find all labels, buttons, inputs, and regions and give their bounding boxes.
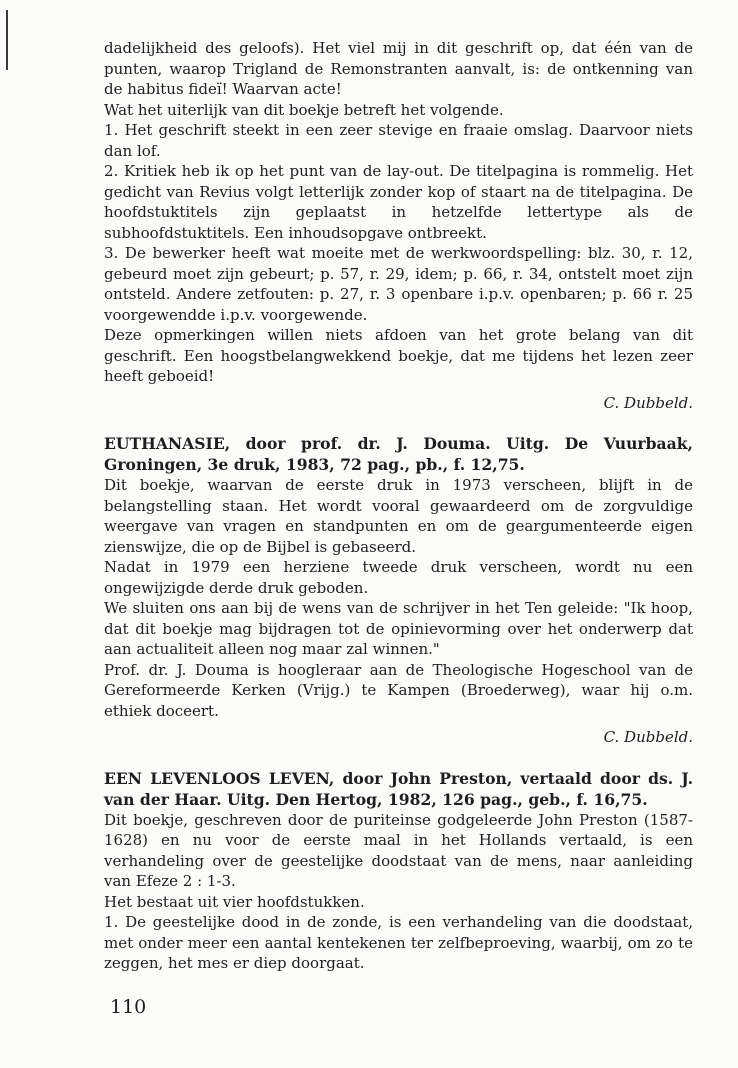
paragraph: We sluiten ons aan bij de wens van de schrijver in het Ten geleide: "Ik hoop, dat dit boekje mag bijdragen tot de opinievorming over het onderwerp dat aan actualiteit alleen nog maar zal winnen." xyxy=(104,599,693,658)
paragraph: dadelijkheid des geloofs). Het viel mij in dit geschrift op, dat één van de punten, waarop Trigland de Remonstranten aanvalt, is: de ontkenning van de habitus fideï! Waarvan acte! xyxy=(104,39,693,98)
paragraph: Deze opmerkingen willen niets afdoen van het grote belang van dit geschrift. Een hoogstbelangwekkend boekje, dat me tijdens het lezen zeer heeft geboeid! xyxy=(104,326,693,385)
paragraph: 1. De geestelijke dood in de zonde, is een verhandeling van die doodstaat, met onder meer een aantal kentekenen ter zelfbeproeving, waarbij, om zo te zeggen, het mes er diep doorgaat. xyxy=(104,913,693,972)
review-heading: EEN LEVENLOOS LEVEN, door John Preston, vertaald door ds. J. van der Haar. Uitg. Den Hertog, 1982, 126 pag., geb., f. 16,75. xyxy=(104,768,693,809)
review-levenloos-leven xyxy=(104,768,693,974)
paragraph: Nadat in 1979 een herziene tweede druk verscheen, wordt nu een ongewijzigde derde druk geboden. xyxy=(104,558,693,597)
intro-section xyxy=(104,38,693,413)
scan-edge-mark xyxy=(6,10,8,70)
paragraph: Dit boekje, geschreven door de puriteinse godgeleerde John Preston (1587-1628) en nu voor de eerste maal in het Hollands vertaald, is een verhandeling over de geestelijke doodstaat van de mens, naar aanleiding van Efeze 2 : 1-3. xyxy=(104,810,693,890)
paragraph: 2. Kritiek heb ik op het punt van de lay-out. De titelpagina is rommelig. Het gedicht van Revius volgt letterlijk zonder kop of staart na de titelpagina. De hoofdstuktitels zijn geplaatst in hetzelfde lettertype als de subhoofdstuktitels. Een inhoudsopgave ontbreekt. xyxy=(104,162,693,242)
paragraph: Prof. dr. J. Douma is hoogleraar aan de Theologische Hogeschool van de Gereformeerde Kerken (Vrijg.) te Kampen (Broederweg), waar hij o.m. ethiek doceert. xyxy=(104,660,693,720)
paragraph: 1. Het geschrift steekt in een zeer stevige en fraaie omslag. Daarvoor niets dan lof. xyxy=(104,121,693,160)
page-number: 110 xyxy=(110,996,147,1018)
paragraph: Dit boekje, waarvan de eerste druk in 1973 verscheen, blijft in de belangstelling staan. Het wordt vooral gewaardeerd om de zorgvuldige weergave van vragen en standpunten en om de geargumenteerde eigen zienswijze, die op de Bijbel is gebaseerd. xyxy=(104,476,693,556)
review-euthanasie xyxy=(104,433,693,748)
review-heading: EUTHANASIE, door prof. dr. J. Douma. Uitg. De Vuurbaak, Groningen, 3e druk, 1983, 72 pag., pb., f. 12,75. xyxy=(104,434,693,474)
paragraph: 3. De bewerker heeft wat moeite met de werkwoordspelling: blz. 30, r. 12, gebeurd moet zijn gebeurt; p. 57, r. 29, idem; p. 66, r. 34, ontstelt moet zijn ontsteld. Andere zetfouten: p. 27, r. 3 openbare i.p.v. openbaren; p. 66 r. 25 voorgewendde i.p.v. voorgewende. xyxy=(104,244,693,324)
page-text xyxy=(104,38,693,974)
signature: C. Dubbeld. xyxy=(603,728,693,746)
paragraph: Het bestaat uit vier hoofdstukken. xyxy=(104,892,365,911)
signature: C. Dubbeld. xyxy=(603,393,693,412)
paragraph: Wat het uiterlijk van dit boekje betreft het volgende. xyxy=(104,100,504,119)
